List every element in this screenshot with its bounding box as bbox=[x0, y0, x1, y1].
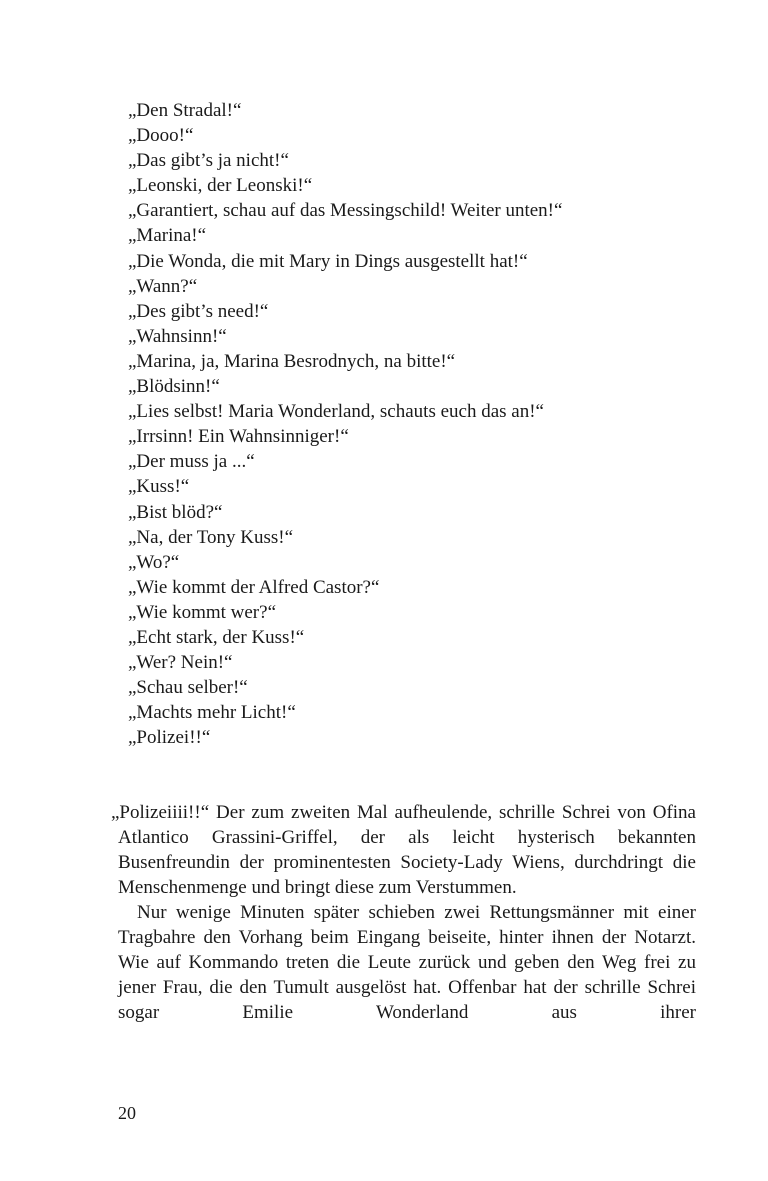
dialogue-line: „Na, der Tony Kuss!“ bbox=[128, 526, 294, 548]
body-text bbox=[111, 800, 696, 1025]
dialogue-line: „Bist blöd?“ bbox=[128, 501, 223, 523]
dialogue-line: „Machts mehr Licht!“ bbox=[128, 702, 296, 724]
dialogue-line: „Den Stradal!“ bbox=[128, 100, 242, 121]
dialogue-line: „Lies selbst! Maria Wonderland, schauts euch das an!“ bbox=[128, 401, 544, 423]
dialogue-line: „Marina!“ bbox=[128, 225, 207, 247]
dialogue-line: „Garantiert, schau auf das Messingschild! Weiter unten!“ bbox=[128, 200, 563, 222]
dialogue-line: „Kuss!“ bbox=[128, 476, 190, 498]
page-number: 20 bbox=[118, 1103, 136, 1123]
dialogue-line: „Dooo!“ bbox=[128, 125, 194, 147]
dialogue-line: „Irrsinn! Ein Wahnsinniger!“ bbox=[128, 426, 349, 448]
dialogue-list bbox=[128, 98, 562, 750]
paragraph: Nur wenige Minuten später schieben zwei Rettungsmänner mit einer Tragbahre den Vorhang beim Eingang beiseite, hinter ihnen der Notarzt. Wie auf Kommando treten die Leute zurück und geben den Weg frei zu jener Frau, die den Tumult ausgelöst hat. Offenbar hat der schrille Schrei sogar Emilie Wonderland aus ihrer bbox=[118, 902, 696, 1023]
dialogue-line: „Wie kommt der Alfred Castor?“ bbox=[128, 576, 380, 598]
dialogue-line: „Echt stark, der Kuss!“ bbox=[128, 626, 305, 648]
dialogue-line: „Polizei!!“ bbox=[128, 727, 211, 749]
dialogue-line: „Blödsinn!“ bbox=[128, 376, 220, 398]
dialogue-line: „Wahnsinn!“ bbox=[128, 325, 227, 347]
paragraph: „Polizeiiii!!“ Der zum zweiten Mal aufheulende, schrille Schrei von Ofina Atlantico Grassini-Griffel, der als leicht hysterisch bekannten Busenfreundin der prominentesten Society-Lady Wiens, durchdringt die Menschenmenge und bringt diese zum Verstummen. bbox=[111, 802, 696, 898]
dialogue-line: „Wie kommt wer?“ bbox=[128, 601, 277, 623]
dialogue-line: „Schau selber!“ bbox=[128, 677, 248, 699]
dialogue-line: „Marina, ja, Marina Besrodnych, na bitte!“ bbox=[128, 350, 456, 372]
dialogue-line: „Die Wonda, die mit Mary in Dings ausgestellt hat!“ bbox=[128, 250, 528, 272]
dialogue-line: „Wann?“ bbox=[128, 275, 198, 297]
dialogue-line: „Das gibt’s ja nicht!“ bbox=[128, 150, 289, 172]
dialogue-line: „Des gibt’s need!“ bbox=[128, 300, 269, 322]
dialogue-line: „Der muss ja ...“ bbox=[128, 451, 255, 473]
dialogue-line: „Wo?“ bbox=[128, 551, 180, 573]
dialogue-line: „Leonski, der Leonski!“ bbox=[128, 175, 313, 197]
dialogue-line: „Wer? Nein!“ bbox=[128, 652, 233, 674]
